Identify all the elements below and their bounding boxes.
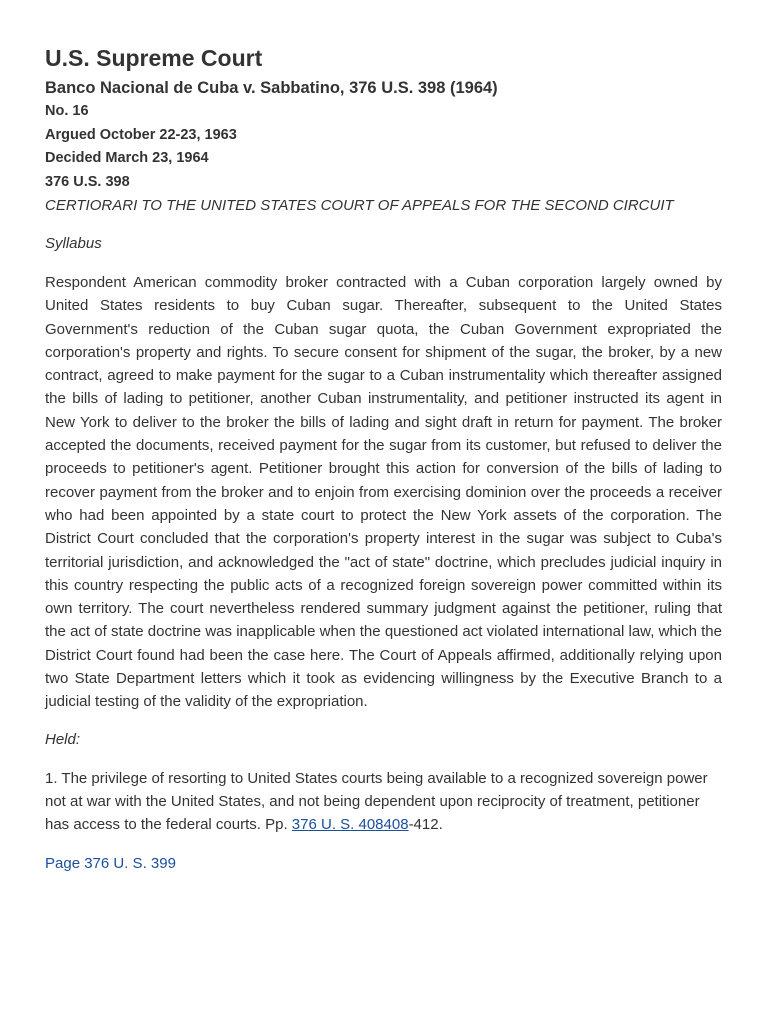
syllabus-body: Respondent American commodity broker contracted with a Cuban corporation largely owned by United States residents to buy Cuban sugar. Thereafter, subsequent to the United States Government's reduction of the Cuban sugar quota, the Cuban Government expropriated the corporation's property and rights. To secure consent for shipment of the sugar, the broker, by a new contract, agreed to make payment for the sugar to a Cuban instrumentality which thereafter assigned the bills of lading to petitioner, another Cuban instrumentality, and petitioner instructed its agent in New York to deliver to the broker the bills of lading and sight draft in return for payment. The broker accepted the documents, received payment for the sugar from its customer, but refused to deliver the proceeds to petitioner's agent. Petitioner brought this action for conversion of the bills of lading to recover payment from the broker and to enjoin from exercising dominion over the proceeds a receiver who had been appointed by a state court to protect the New York assets of the corporation. The District Court concluded that the corporation's property interest in the sugar was subject to Cuba's territorial jurisdiction, and acknowledged the "act of state" doctrine, which precludes judicial inquiry in this country respecting the public acts of a recognized foreign sovereign power committed within its own territory. The court nevertheless rendered summary judgment against the petitioner, ruling that the act of state doctrine was inapplicable when the questioned act violated international law, which the District Court found had been the case here. The Court of Appeals affirmed, additionally relying upon two State Department letters which it took as evidencing willingness by the Executive Branch to a judicial testing of the validity of the expropriation. xyxy=(45,274,722,711)
citation-link[interactable]: 376 U. S. 408408 xyxy=(291,816,409,834)
held-label: Held: xyxy=(45,730,81,748)
certiorari-line: CERTIORARI TO THE UNITED STATES COURT OF APPEALS FOR THE SECOND CIRCUIT xyxy=(45,197,674,214)
citation: 376 U.S. 398 xyxy=(45,173,130,190)
page-reference-link[interactable]: Page 376 U. S. 399 xyxy=(45,854,176,872)
argued-date: Argued October 22-23, 1963 xyxy=(45,126,237,143)
case-title: Banco Nacional de Cuba v. Sabbatino, 376 U.S. 398 (1964) xyxy=(45,79,498,97)
held-item-1 xyxy=(45,767,722,837)
decided-date: Decided March 23, 1964 xyxy=(45,150,209,166)
syllabus-label: Syllabus xyxy=(45,235,102,252)
held-item-1-text: 1. The privilege of resorting to United States courts being available to a recognized sovereign power not at war with the United States, and not being dependent upon reciprocity of treatment, petitioner has access to the federal courts. Pp. xyxy=(45,769,708,834)
docket-number: No. 16 xyxy=(45,103,89,119)
court-title: U.S. Supreme Court xyxy=(45,45,263,71)
held-item-1-suffix: -412. xyxy=(408,816,443,834)
